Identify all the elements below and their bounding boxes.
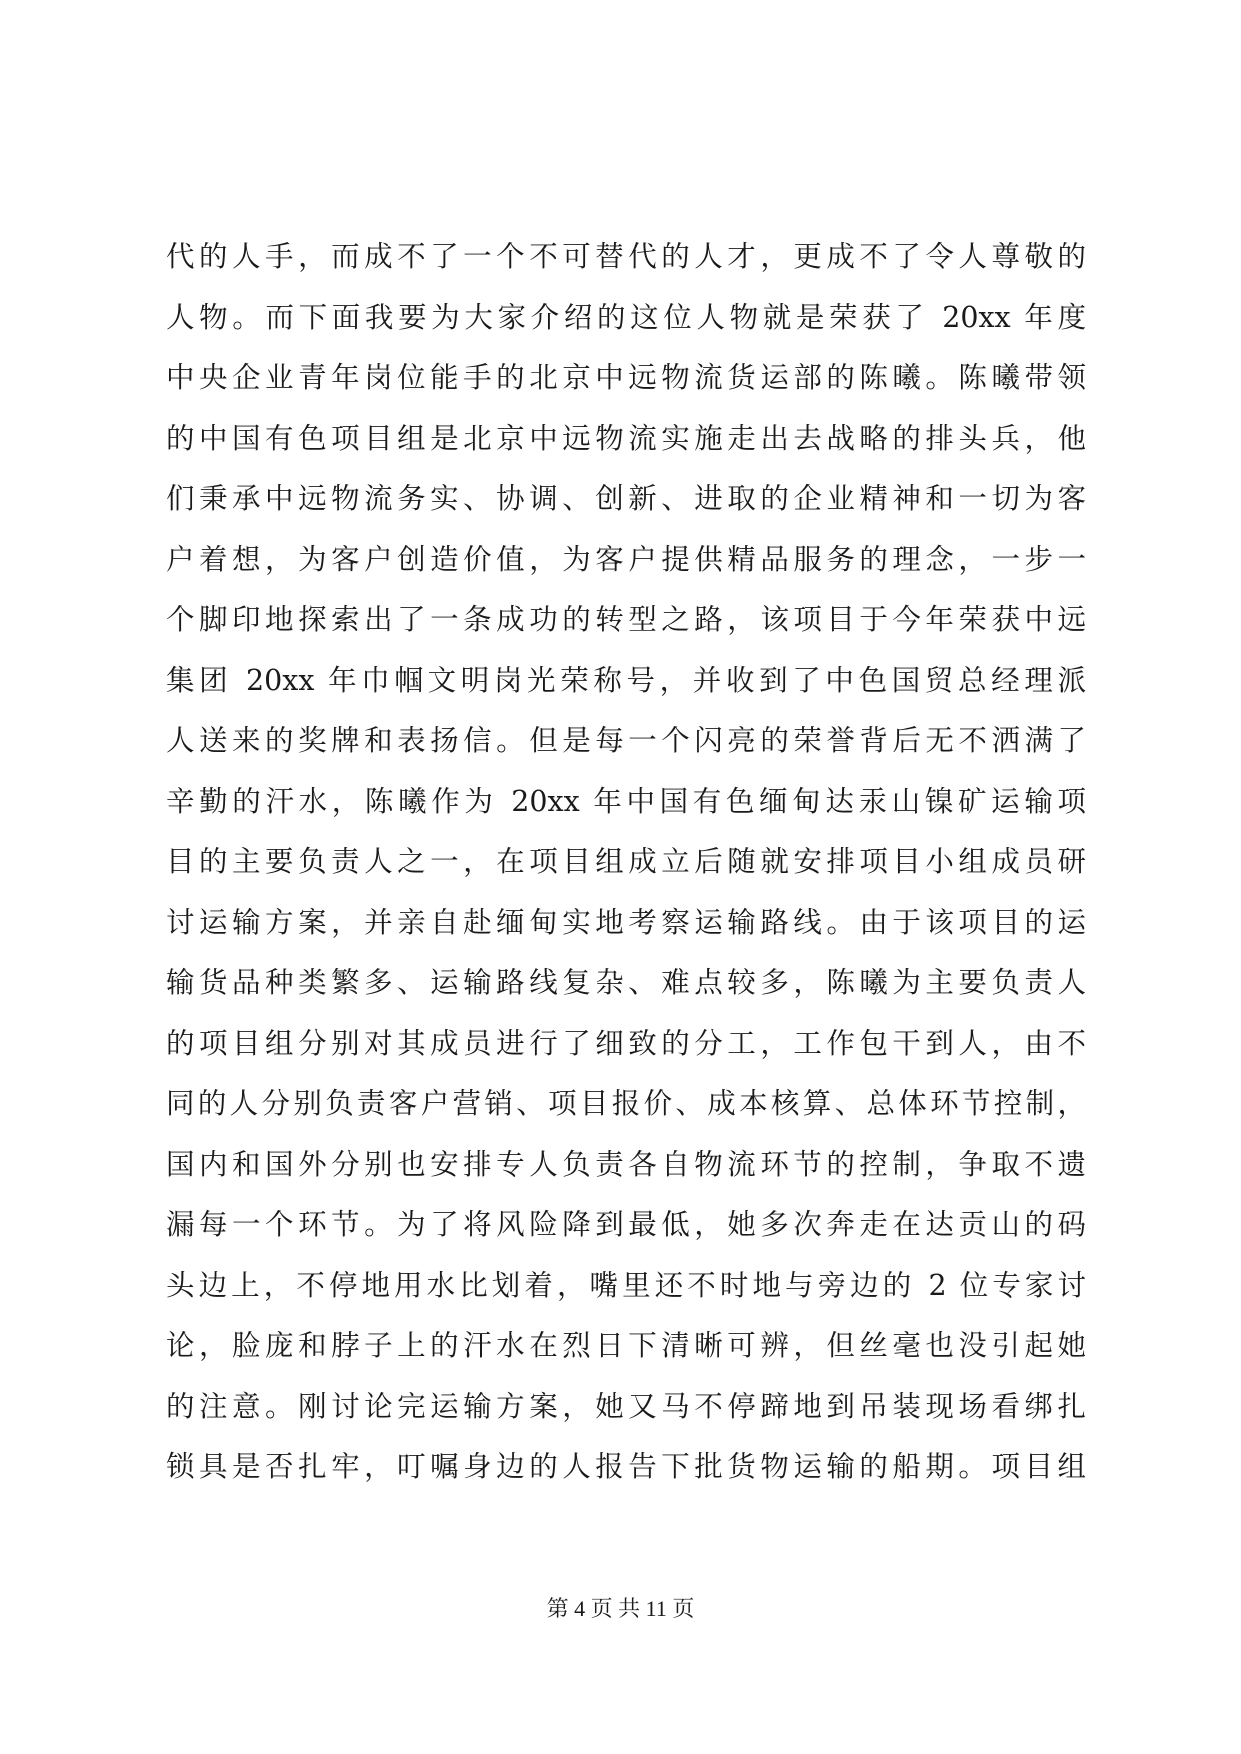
text-line: 目的主要负责人之一，在项目组成立后随就安排项目小组成员研 bbox=[166, 845, 1086, 878]
text-line: 漏每一个环节。为了将风险降到最低，她多次奔走在达贡山的码 bbox=[166, 1208, 1086, 1241]
text-line: 们秉承中远物流务实、协调、创新、进取的企业精神和一切为客 bbox=[166, 482, 1086, 515]
text-line: 讨运输方案，并亲自赴缅甸实地考察运输路线。由于该项目的运 bbox=[166, 905, 1086, 939]
text-line: 国内和国外分别也安排专人负责各自物流环节的控制，争取不遗 bbox=[166, 1147, 1086, 1181]
text-line: 集团 20xx 年巾帼文明岗光荣称号，并收到了中色国贸总经理派 bbox=[166, 663, 1086, 697]
text-line: 人送来的奖牌和表扬信。但是每一个闪亮的荣誉背后无不洒满了 bbox=[166, 724, 1086, 757]
text-line: 锁具是否扎牢，叮嘱身边的人报告下批货物运输的船期。项目组 bbox=[166, 1450, 1086, 1483]
body-text bbox=[166, 227, 1086, 1498]
text-line: 户着想，为客户创造价值，为客户提供精品服务的理念，一步一 bbox=[166, 542, 1086, 576]
text-line: 的中国有色项目组是北京中远物流实施走出去战略的排头兵，他 bbox=[166, 421, 1086, 455]
text-line: 论，脸庞和脖子上的汗水在烈日下清晰可辨，但丝毫也没引起她 bbox=[166, 1329, 1086, 1362]
text-line: 输货品种类繁多、运输路线复杂、难点较多，陈曦为主要负责人 bbox=[166, 966, 1086, 999]
page-number-label: 第 4 页 共 11 页 bbox=[546, 1596, 695, 1621]
text-line: 头边上，不停地用水比划着，嘴里还不时地与旁边的 2 位专家讨 bbox=[166, 1268, 1086, 1302]
text-line: 的注意。刚讨论完运输方案，她又马不停蹄地到吊装现场看绑扎 bbox=[166, 1389, 1086, 1423]
text-line: 人物。而下面我要为大家介绍的这位人物就是荣获了 20xx 年度 bbox=[166, 300, 1086, 334]
text-line: 的项目组分别对其成员进行了细致的分工，工作包干到人，由不 bbox=[166, 1026, 1086, 1060]
text-line: 辛勤的汗水，陈曦作为 20xx 年中国有色缅甸达汞山镍矿运输项 bbox=[166, 784, 1086, 818]
text-line: 个脚印地探索出了一条成功的转型之路，该项目于今年荣获中远 bbox=[166, 603, 1086, 636]
text-line: 同的人分别负责客户营销、项目报价、成本核算、总体环节控制， bbox=[166, 1087, 1086, 1120]
text-line: 代的人手，而成不了一个不可替代的人才，更成不了令人尊敬的 bbox=[166, 240, 1086, 273]
page-footer bbox=[0, 1592, 1241, 1623]
text-line: 中央企业青年岗位能手的北京中远物流货运部的陈曦。陈曦带领 bbox=[166, 361, 1086, 394]
